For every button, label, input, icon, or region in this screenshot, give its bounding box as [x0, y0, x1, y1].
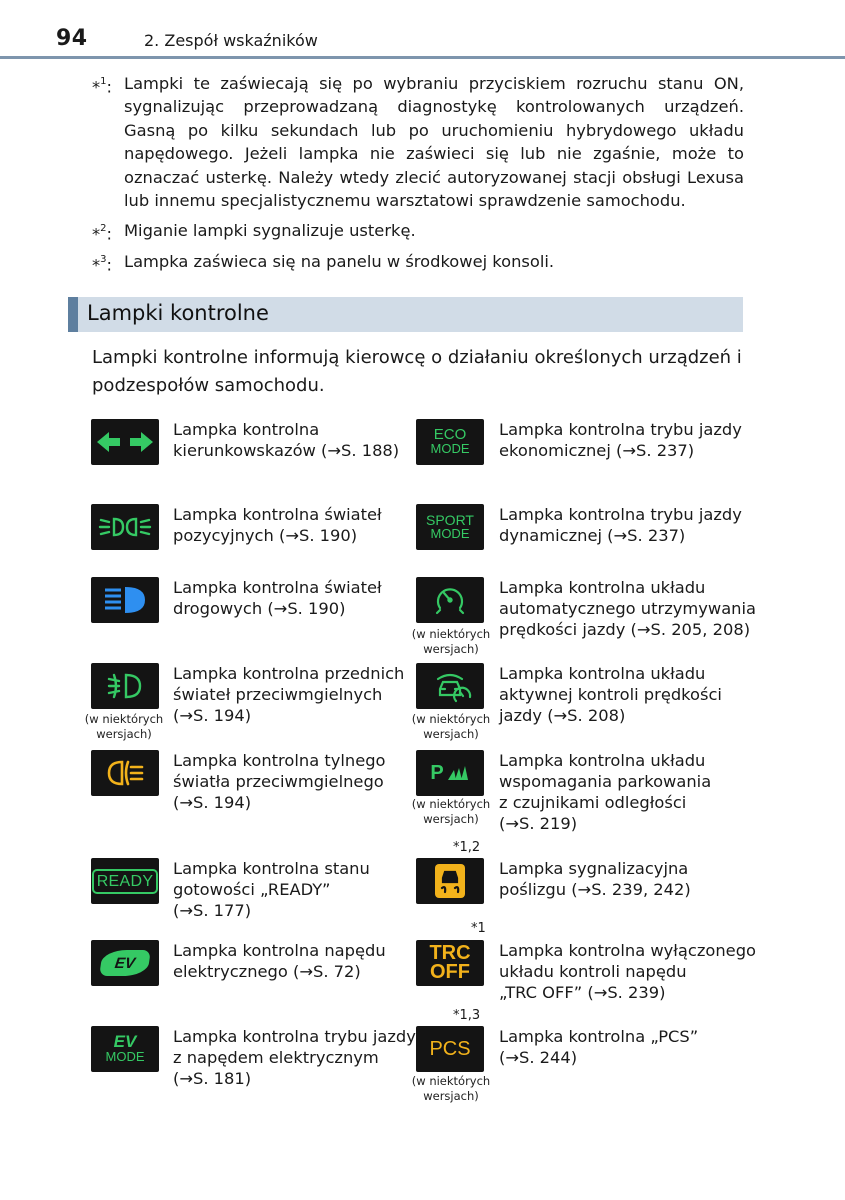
lamp-ready-description: Lampka kontrolna stanu gotowości „READY” (→S. 177) [173, 859, 370, 920]
pcs-icon: PCS [416, 1026, 484, 1072]
lamp-high-beam-description: Lampka kontrolna świateł drogowych (→S. 190) [173, 578, 382, 618]
lamp-parking-assist-description: Lampka kontrolna układu wspomagania parkowania z czujnikami odległości (→S. 219) [499, 751, 712, 833]
footnote-1: *$^1$: Lampki te zaświecają się po wybraniu przyciskiem rozruchu stanu ON, sygnalizując przeprowadzaną diagnostykę kontrolowanych urządzeń. Gasną po kilku sekundach lub po uruchomieniu hybrydowego układu napędowego. Jeżeli lampka nie zaświeci się lub nie zgaśnie, może to oznaczać usterkę. Należy wtedy zlecić autoryzowanej stacji obsługi Lexusa lub innemu specjalistycznemu warsztatowi sprawdzenie samochodu. [92, 72, 744, 212]
front-fog-lights-icon [91, 663, 159, 709]
high-beam-icon [91, 577, 159, 623]
position-lights-icon [91, 504, 159, 550]
lamp-front-fog-description: Lampka kontrolna przednich świateł przeciwmgielnych (→S. 194) [173, 664, 405, 725]
version-note: (w niektórych wersjach) [411, 1074, 491, 1103]
lamp-ev-description: Lampka kontrolna napędu elektrycznego (→S. 72) [173, 941, 386, 981]
lamp-radar-cruise-description: Lampka kontrolna układu aktywnej kontroli prędkości jazdy (→S. 208) [499, 664, 722, 725]
footnote-reference: *1,2 [453, 840, 481, 855]
lamp-skid-indicator-description: Lampka sygnalizacyjna poślizgu (→S. 239, 242) [499, 859, 691, 899]
lamp-turn-signal-description: Lampka kontrolna kierunkowskazów (→S. 188) [173, 420, 400, 460]
lamp-trc-off-description: Lampka kontrolna wyłączonego układu kontroli napędu „TRC OFF” (→S. 239) [499, 941, 756, 1002]
footnote-3: *$^3$: Lampka zaświeca się na panelu w środkowej konsoli. [92, 250, 744, 273]
ready-icon: READY [91, 858, 159, 904]
skid-indicator-icon [416, 858, 484, 904]
lamp-position-lights-description: Lampka kontrolna świateł pozycyjnych (→S. 190) [173, 505, 382, 545]
radar-cruise-control-icon [416, 663, 484, 709]
footnote-2-text: Miganie lampki sygnalizuje usterkę. [124, 221, 416, 240]
version-note: (w niektórych wersjach) [411, 712, 491, 741]
footnote-reference: *1 [471, 921, 486, 936]
section-title: Lampki kontrolne [87, 301, 269, 325]
parking-assist-icon: P [416, 750, 484, 796]
section-heading-bar [68, 297, 743, 332]
ev-icon: EV [91, 940, 159, 986]
version-note: (w niektórych wersjach) [411, 627, 491, 656]
section-accent [68, 297, 78, 332]
version-note: (w niektórych wersjach) [84, 712, 164, 741]
sport-mode-icon: SPORT MODE [416, 504, 484, 550]
version-note: (w niektórych wersjach) [411, 797, 491, 826]
lamp-pcs-description: Lampka kontrolna „PCS” (→S. 244) [499, 1027, 699, 1067]
footnote-3-text: Lampka zaświeca się na panelu w środkowej konsoli. [124, 252, 555, 271]
footnote-reference: *1,3 [453, 1008, 481, 1023]
lamp-ev-mode-description: Lampka kontrolna trybu jazdy z napędem elektrycznym (→S. 181) [173, 1027, 416, 1088]
lamp-sport-mode-description: Lampka kontrolna trybu jazdy dynamicznej (→S. 237) [499, 505, 742, 545]
cruise-control-icon [416, 577, 484, 623]
turn-signal-arrows-icon [91, 419, 159, 465]
lamp-cruise-control-description: Lampka kontrolna układu automatycznego utrzymywania prędkości jazdy (→S. 205, 208) [499, 578, 756, 639]
eco-mode-icon: ECO MODE [416, 419, 484, 465]
header-divider [0, 56, 845, 59]
section-intro: Lampki kontrolne informują kierowcę o działaniu określonych urządzeń i podzespołów samochodu. [92, 347, 742, 396]
page-number: 94 [56, 26, 88, 51]
lamp-eco-mode-description: Lampka kontrolna trybu jazdy ekonomicznej (→S. 237) [499, 420, 742, 460]
chapter-title: 2. Zespół wskaźników [144, 31, 318, 50]
lamp-rear-fog-description: Lampka kontrolna tylnego światła przeciwmgielnego (→S. 194) [173, 751, 386, 812]
ev-mode-icon: EV MODE [91, 1026, 159, 1072]
trc-off-icon: TRC OFF [416, 940, 484, 986]
rear-fog-light-icon [91, 750, 159, 796]
footnote-2: *$^2$: Miganie lampki sygnalizuje usterkę. [92, 219, 744, 242]
footnote-1-text: Lampki te zaświecają się po wybraniu przyciskiem rozruchu stanu ON, sygnalizując przeprowadzaną diagnostykę kontrolowanych urządzeń. Gasną po kilku sekundach lub po uruchomieniu hybrydowego układu napędowego. Jeżeli lampka nie zaświeci się lub nie zgaśnie, może to oznaczać usterkę. Należy wtedy zlecić autoryzowanej stacji obsługi Lexusa lub innemu specjalistycznemu warsztatowi sprawdzenie samochodu. [124, 74, 744, 211]
